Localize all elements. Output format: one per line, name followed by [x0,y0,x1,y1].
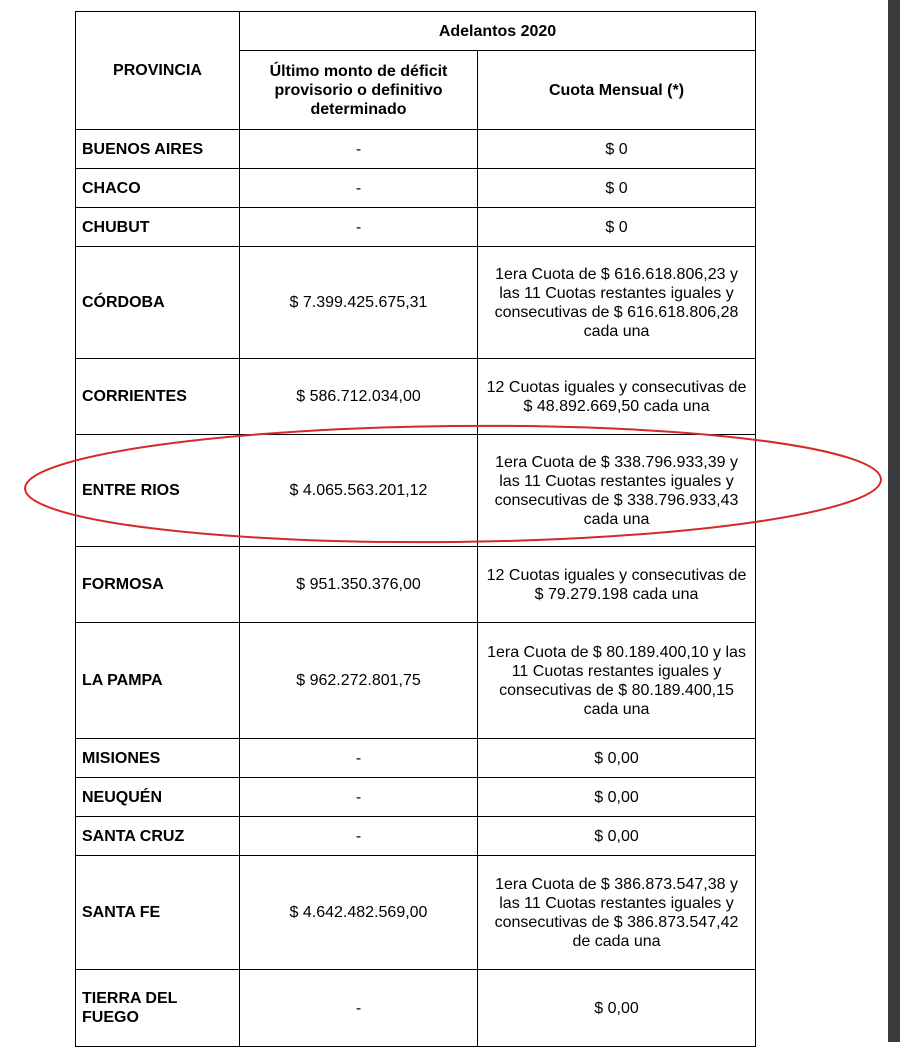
cell-provincia: SANTA CRUZ [76,817,240,856]
cell-provincia: CHACO [76,169,240,208]
cell-cuota: 1era Cuota de $ 616.618.806,23 y las 11 Cuotas restantes iguales y consecutivas de $ 616.618.806,28 cada una [478,247,756,359]
cell-cuota: $ 0 [478,208,756,247]
cell-provincia: NEUQUÉN [76,778,240,817]
cell-deficit: - [240,739,478,778]
cell-provincia: MISIONES [76,739,240,778]
cell-provincia: CORRIENTES [76,359,240,435]
cell-deficit: $ 586.712.034,00 [240,359,478,435]
cell-provincia: CÓRDOBA [76,247,240,359]
cell-provincia: SANTA FE [76,856,240,970]
table-row [76,817,756,856]
cell-provincia: LA PAMPA [76,623,240,739]
cell-provincia: CHUBUT [76,208,240,247]
cell-cuota: 12 Cuotas iguales y consecutivas de $ 48.892.669,50 cada una [478,359,756,435]
highlight-ellipse-stroke [24,422,881,547]
cell-deficit: - [240,778,478,817]
table-row [76,778,756,817]
cell-cuota: $ 0,00 [478,817,756,856]
highlight-ellipse [20,420,890,555]
cell-deficit: - [240,130,478,169]
cell-cuota: $ 0,00 [478,739,756,778]
cell-cuota: $ 0,00 [478,970,756,1047]
table-row [76,623,756,739]
table-row [76,247,756,359]
table-row [76,169,756,208]
cell-cuota: 12 Cuotas iguales y consecutivas de $ 79.279.198 cada una [478,547,756,623]
col-header-cuota: Cuota Mensual (*) [478,51,756,130]
table-row [76,856,756,970]
cell-deficit: $ 7.399.425.675,31 [240,247,478,359]
cell-cuota: $ 0,00 [478,778,756,817]
cell-provincia: TIERRA DEL FUEGO [76,970,240,1047]
cell-cuota: 1era Cuota de $ 338.796.933,39 y las 11 Cuotas restantes iguales y consecutivas de $ 338.796.933,43 cada una [478,435,756,547]
cell-deficit: - [240,208,478,247]
col-header-deficit: Último monto de déficit provisorio o definitivo determinado [240,51,478,130]
cell-deficit: - [240,817,478,856]
cell-deficit: $ 951.350.376,00 [240,547,478,623]
cell-provincia: ENTRE RIOS [76,435,240,547]
cell-deficit: - [240,169,478,208]
cell-provincia: FORMOSA [76,547,240,623]
cell-deficit: $ 4.065.563.201,12 [240,435,478,547]
table-row [76,547,756,623]
cell-deficit: $ 962.272.801,75 [240,623,478,739]
cell-provincia: BUENOS AIRES [76,130,240,169]
table-row [76,130,756,169]
table-row [76,970,756,1047]
cell-cuota: $ 0 [478,169,756,208]
cell-cuota: 1era Cuota de $ 80.189.400,10 y las 11 Cuotas restantes iguales y consecutivas de $ 80.189.400,15 cada una [478,623,756,739]
cell-cuota: 1era Cuota de $ 386.873.547,38 y las 11 Cuotas restantes iguales y consecutivas de $ 386.873.547,42 de cada una [478,856,756,970]
col-header-provincia: PROVINCIA [76,12,240,130]
table-row [76,208,756,247]
cell-deficit: - [240,970,478,1047]
group-header-adelantos: Adelantos 2020 [240,12,756,51]
table-row [76,739,756,778]
cell-deficit: $ 4.642.482.569,00 [240,856,478,970]
cell-cuota: $ 0 [478,130,756,169]
